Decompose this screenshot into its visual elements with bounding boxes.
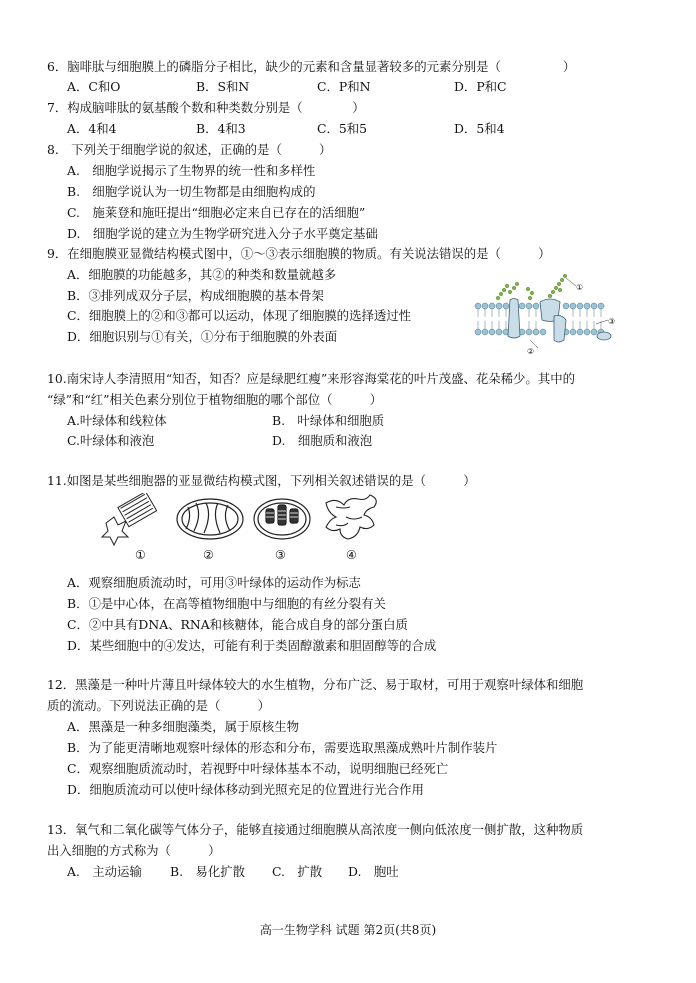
q12-stem-line1: 12．黑藻是一种叶片薄且叶绿体较大的水生植物，分布广泛、易于取材，可用于观察叶绿体和细胞 [47,677,584,692]
q7-option-c: C．5和5 [317,121,368,136]
q6-stem: 6．脑啡肽与细胞膜上的磷脂分子相比，缺少的元素和含量显著较多的元素分别是（ ） [47,59,576,74]
q8-stem: 8. 下列关于细胞学说的叙述，正确的是（ ） [47,142,332,157]
q7-options [67,121,667,137]
q12-option-c: C．观察细胞质流动时，若视野中叶绿体基本不动，说明细胞已经死亡 [67,761,449,776]
q8-option-c: C. 施莱登和施旺提出“细胞必定来自已存在的活细胞” [67,205,366,220]
q12-stem-line2: 质的流动。下列说法正确的是（ ） [47,698,271,713]
q8-option-a: A. 细胞学说揭示了生物界的统一性和多样性 [67,163,316,178]
q9-stem: 9．在细胞膜亚显微结构模式图中，①～③表示细胞膜的物质。有关说法错误的是（ ） [47,246,551,261]
q10-stem-line2: “绿”和“红”相关色素分别位于植物细胞的哪个部位（ ） [47,392,383,407]
q13-option-d: D. 胞吐 [348,864,399,879]
q7-stem: 7．构成脑啡肽的氨基酸个数和种类数分别是（ ） [47,100,365,115]
q9-option-d: D．细胞识别与①有关，①分布于细胞膜的外表面 [67,329,338,344]
membrane-label-3: ③ [608,317,616,326]
q10-stem-line1: 10.南宋诗人李清照用“知否，知否？应是绿肥红瘦”来形容海棠花的叶片茂盛、花朵稀少。其中的 [47,371,575,386]
q9-option-a: A．细胞膜的功能越多，其②的种类和数量就越多 [67,267,337,282]
organelle-label-1: ① [135,548,146,562]
q11-option-d: D．某些细胞中的④发达，可能有利于类固醇激素和胆固醇等的合成 [67,638,437,653]
organelle-diagram [100,493,390,565]
q13-option-c: C. 扩散 [272,864,323,879]
q9-option-b: B．③排列成双分子层，构成细胞膜的基本骨架 [67,288,324,303]
q12-option-a: A．黑藻是一种多细胞藻类，属于原核生物 [67,719,299,734]
organelle-label-2: ② [203,548,214,562]
q11-option-c: C．②中具有DNA、RNA和核糖体，能合成自身的部分蛋白质 [67,617,408,632]
q10-options-row1 [67,413,567,429]
q11-option-a: A．观察细胞质流动时，可用③叶绿体的运动作为标志 [67,575,361,590]
q13-option-b: B. 易化扩散 [170,864,245,879]
membrane-label-2: ② [527,347,535,356]
q6-option-a: A．C和O [67,79,121,94]
q6-option-d: D．P和C [454,79,507,94]
page-footer: 高一生物学科 试题 第2页(共8页) [259,923,437,937]
q10-option-b: B. 叶绿体和细胞质 [272,413,385,428]
q11-option-b: B．①是中心体，在高等植物细胞中与细胞的有丝分裂有关 [67,596,386,611]
q13-stem-line2: 出入细胞的方式称为（ ） [47,843,221,858]
organelle-label-4: ④ [346,548,357,562]
organelle-label-3: ③ [275,548,286,562]
q13-stem-line1: 13．氧气和二氧化碳等气体分子，能够直接通过细胞膜从高浓度一侧向低浓度一侧扩散，这种物质 [47,822,584,837]
q10-option-c: C.叶绿体和液泡 [67,433,155,448]
q11-stem: 11.如图是某些细胞器的亚显微结构模式图，下列相关叙述错误的是（ ） [47,473,476,488]
q7-option-d: D．5和4 [454,121,505,136]
q8-option-d: D. 细胞学说的建立为生物学研究进入分子水平奠定基础 [67,226,378,241]
q12-option-b: B．为了能更清晰地观察叶绿体的形态和分布，需要选取黑藻成熟叶片制作装片 [67,740,498,755]
q8-option-b: B. 细胞学说认为一切生物都是由细胞构成的 [67,184,316,199]
membrane-label-1: ① [576,283,584,292]
q6-options [67,79,667,95]
cell-membrane-diagram [470,272,620,356]
q7-option-b: B．4和3 [196,121,246,136]
q6-option-c: C．P和N [317,79,371,94]
q9-option-c: C．细胞膜上的②和③都可以运动，体现了细胞膜的选择透过性 [67,308,412,323]
q12-option-d: D．细胞质流动可以使叶绿体移动到光照充足的位置进行光合作用 [67,782,424,797]
q10-options-row2 [67,433,567,449]
q13-options [67,864,467,880]
q7-option-a: A．4和4 [67,121,117,136]
q10-option-d: D. 细胞质和液泡 [272,433,373,448]
q13-option-a: A. 主动运输 [67,864,142,879]
q10-option-a: A.叶绿体和线粒体 [67,413,167,428]
q6-option-b: B．S和N [196,79,250,94]
